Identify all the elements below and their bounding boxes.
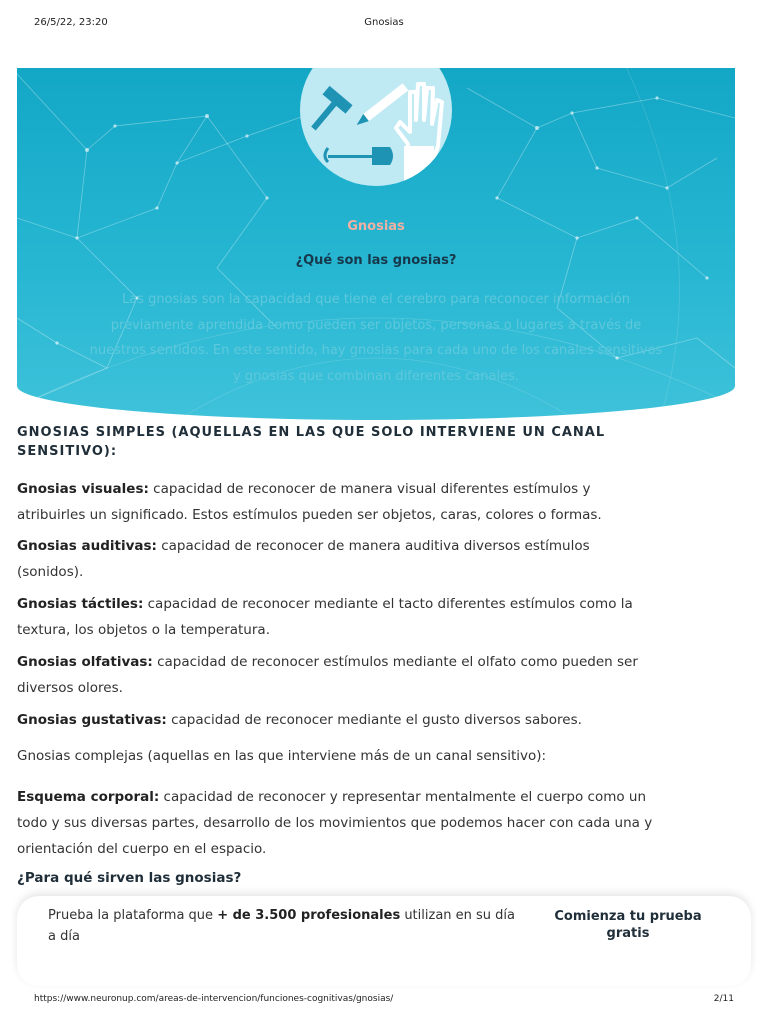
definition-gustatory (17, 708, 657, 734)
promo-text-bold: + de 3.500 profesionales (217, 908, 401, 923)
start-trial-button[interactable]: Comienza tu prueba gratis (554, 909, 702, 941)
print-datetime: 26/5/22, 23:20 (34, 17, 108, 28)
definition-text: capacidad de reconocer mediante el gusto diversos sabores. (166, 712, 582, 728)
page-url: https://www.neuronup.com/areas-de-intervencion/funciones-cognitivas/gnosias/ (34, 994, 394, 1004)
hero-description: Las gnosias son la capacidad que tiene el cerebro para reconocer información previamente aprendida como pueden ser objetos, personas o lugares a través de nuestros sentidos. En este sentido, hay gnosias para cada uno de los canales sensitivos y gnosias que combinan diferentes canales. (89, 292, 663, 384)
promo-banner (17, 896, 751, 986)
term: Gnosias táctiles: (17, 596, 144, 612)
print-footer (0, 994, 768, 1008)
definition-tactile (17, 592, 657, 644)
definition-text: capacidad de reconocer y representar mentalmente el cuerpo como un todo y sus diversas partes, desarrollo de los movimientos que podemos hacer con cada una y orientación del cuerpo en el espacio. (17, 789, 653, 857)
definition-auditory (17, 534, 657, 586)
definition-text: capacidad de reconocer estímulos mediante el olfato como pueden ser diversos olores. (17, 654, 638, 696)
print-header (0, 17, 768, 31)
hero-kicker: Gnosias (347, 219, 405, 234)
term: Gnosias visuales: (17, 481, 149, 497)
promo-text-before: Prueba la plataforma que (48, 908, 218, 923)
hero-question: ¿Qué son las gnosias? (295, 253, 457, 268)
term: Gnosias olfativas: (17, 654, 153, 670)
definition-text: capacidad de reconocer de manera auditiva diversos estímulos (sonidos). (17, 538, 590, 580)
definition-visual (17, 477, 657, 529)
subheading: ¿Para qué sirven las gnosias? (17, 870, 242, 886)
definition-olfactory (17, 650, 657, 702)
promo-text-after: utilizan en su día a día (48, 908, 515, 944)
page-number: 2/11 (713, 994, 734, 1004)
complex-intro: Gnosias complejas (aquellas en las que interviene más de un canal sensitivo): (17, 748, 547, 764)
promo-text (48, 905, 518, 947)
definition-text: capacidad de reconocer de manera visual diferentes estímulos y atribuirles un significado. Estos estímulos pueden ser objetos, caras, colores o formas. (17, 481, 602, 523)
definition-text: capacidad de reconocer mediante el tacto diferentes estímulos como la textura, los objetos o la temperatura. (17, 596, 633, 638)
definition-body-schema (17, 785, 657, 862)
term: Gnosias auditivas: (17, 538, 157, 554)
term: Gnosias gustativas: (17, 712, 167, 728)
term: Esquema corporal: (17, 789, 160, 805)
hero-banner (17, 68, 735, 420)
print-title: Gnosias (364, 17, 404, 28)
section-heading: GNOSIAS SIMPLES (AQUELLAS EN LAS QUE SOLO INTERVIENE UN CANAL SENSITIVO): (17, 425, 606, 459)
